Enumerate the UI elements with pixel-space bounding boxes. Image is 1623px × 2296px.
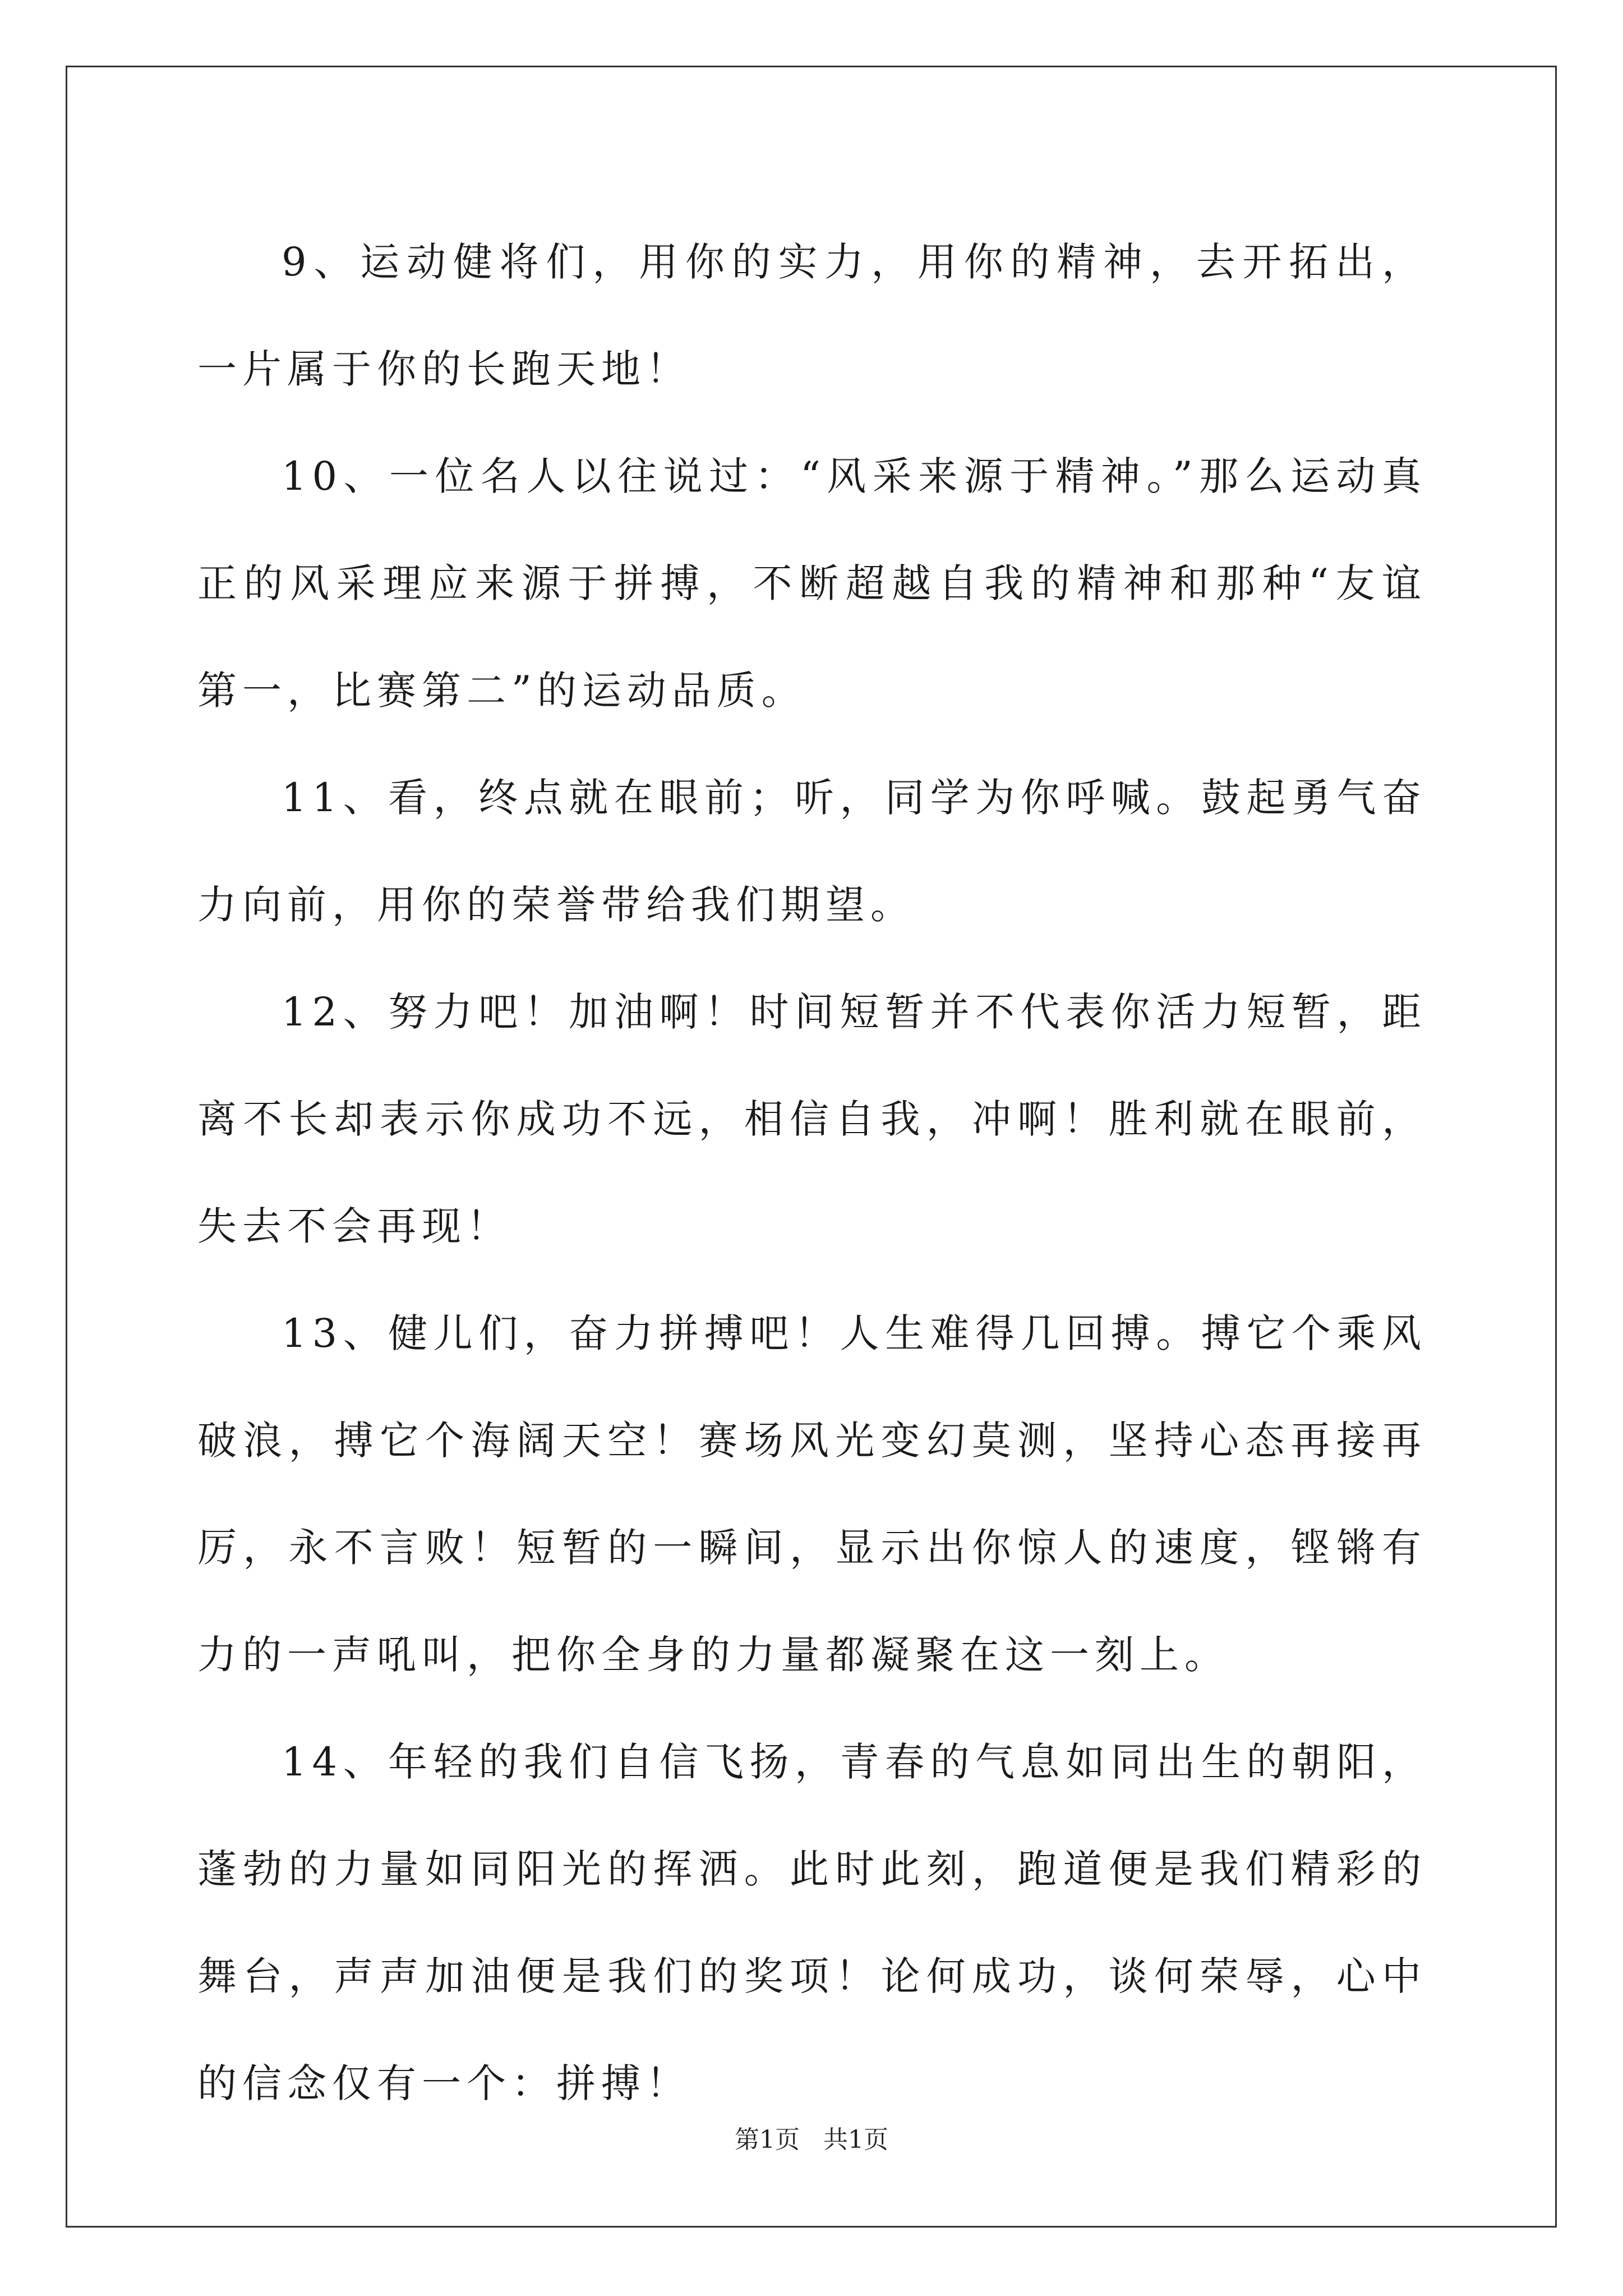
paragraph-9: 9、运动健将们，用你的实力，用你的精神，去开拓出，一片属于你的长跑天地！ (197, 239, 1427, 392)
paragraph-14: 14、年轻的我们自信飞扬，青春的气息如同出生的朝阳，蓬勃的力量如同阳光的挥洒。此时此刻，跑道便是我们精彩的舞台，声声加油便是我们的奖项！论何成功，谈何荣辱，心中的信念仅有一个：拼搏！ (197, 1739, 1427, 2106)
page-number: 第1页 (735, 2125, 800, 2154)
paragraph-11: 11、看，终点就在眼前；听，同学为你呼喊。鼓起勇气奋力向前，用你的荣誉带给我们期望。 (197, 775, 1427, 928)
paragraph-10: 10、一位名人以往说过：“风采来源于精神。”那么运动真正的风采理应来源于拼搏，不断超越自我的精神和那种“友谊第一，比赛第二”的运动品质。 (197, 453, 1427, 714)
paragraph-13: 13、健儿们，奋力拼搏吧！人生难得几回搏。搏它个乘风破浪，搏它个海阔天空！赛场风光变幻莫测，坚持心态再接再厉，永不言败！短暂的一瞬间，显示出你惊人的速度，铿锵有力的一声吼叫，把你全身的力量都凝聚在这一刻上。 (197, 1310, 1427, 1678)
document-body (197, 209, 1427, 2137)
paragraph-12: 12、努力吧！加油啊！时间短暂并不代表你活力短暂，距离不长却表示你成功不远，相信自我，冲啊！胜利就在眼前，失去不会再现！ (197, 989, 1427, 1249)
page-total: 共1页 (823, 2125, 888, 2154)
page-footer (0, 2123, 1623, 2157)
